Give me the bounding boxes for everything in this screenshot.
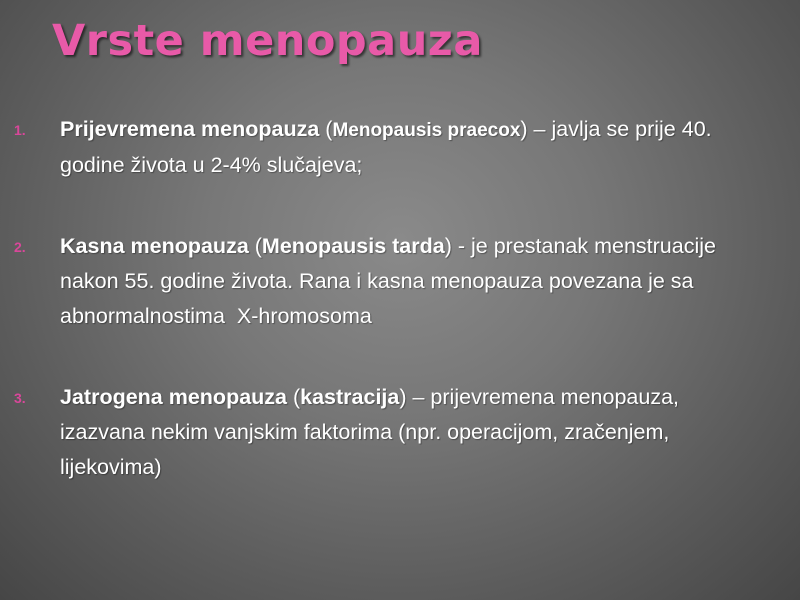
term: Prijevremena menopauza [60, 117, 320, 141]
paren-close: ) [399, 385, 407, 409]
list-item [0, 229, 800, 334]
list-item [0, 112, 800, 183]
list-item-number: 2. [14, 239, 26, 255]
description: - je prestanak menstruacije nakon 55. godine života. Rana i kasna menopauza povezana je sa abnormalnostima X-hromosoma [60, 234, 722, 328]
paren-close: ) [520, 117, 528, 141]
description: – prijevremena menopauza, izazvana nekim vanjskim faktorima (npr. operacijom, zračenjem, lijekovima) [60, 385, 680, 479]
term: Kasna menopauza [60, 234, 249, 258]
latin-term: kastracija [300, 385, 400, 409]
paren-close: ) [444, 234, 452, 258]
list-item-number: 1. [14, 122, 26, 138]
term: Jatrogena menopauza [60, 385, 287, 409]
paren-open: ( [287, 385, 301, 409]
menopause-types-list [0, 112, 800, 485]
latin-term: Menopausis tarda [261, 234, 445, 258]
description: – javlja se prije 40. godine života u 2-4% slučajeva; [60, 117, 712, 177]
latin-term: Menopausis praecox [332, 120, 521, 141]
paren-open: ( [248, 234, 262, 258]
paren-open: ( [319, 117, 333, 141]
list-item-number: 3. [14, 390, 26, 406]
slide-title: Vrste menopauza [52, 16, 483, 66]
list-item [0, 380, 800, 485]
